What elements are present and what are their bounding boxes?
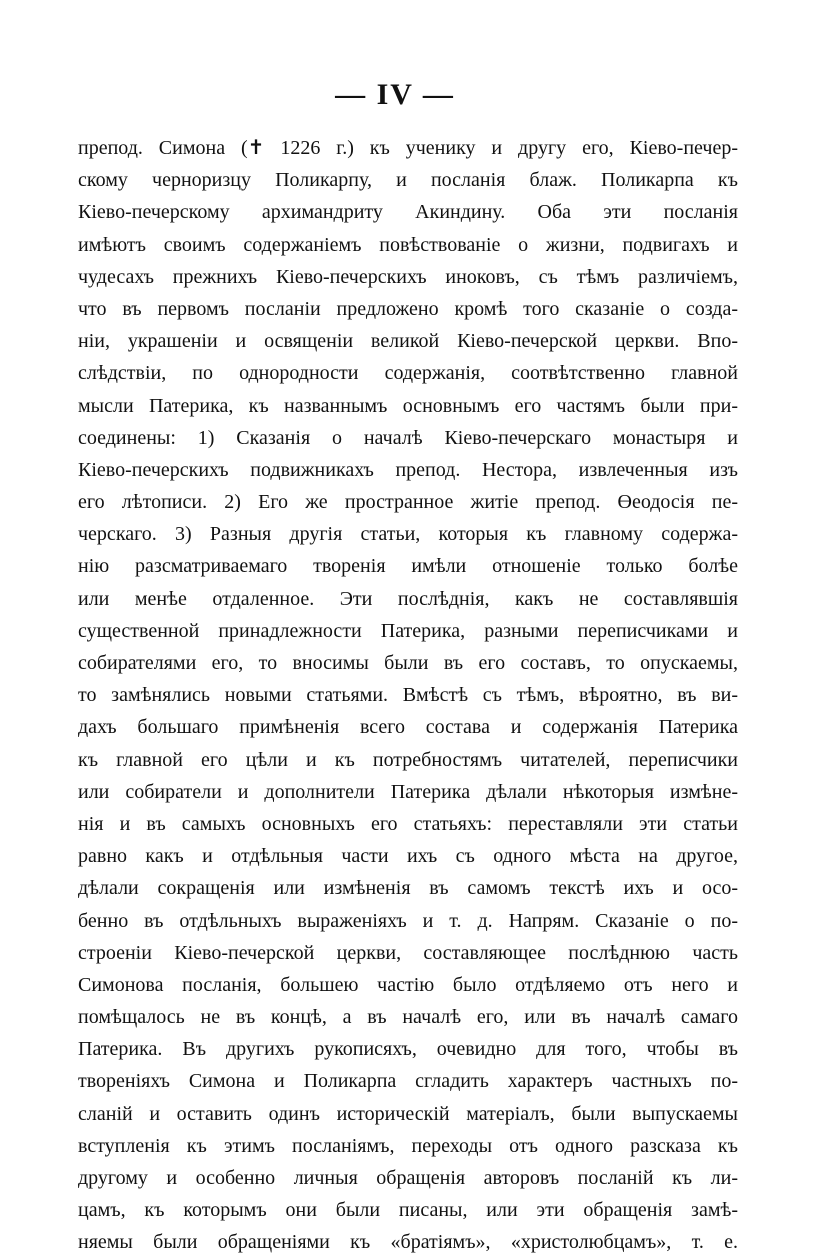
text-line: строеніи Кіево-печерской церкви, составляющее послѣднюю часть: [78, 941, 738, 964]
text-line: нію разсматриваемаго творенія имѣли отношеніе только болѣе: [78, 555, 738, 578]
page-number: — IV —: [335, 78, 455, 111]
text-line: его лѣтописи. 2) Его же пространное житіе препод. Өеодосія пе-: [78, 491, 738, 514]
text-line: слѣдствіи, по однородности содержанія, соотвѣтственно главной: [78, 362, 738, 385]
text-line: собирателями его, то вносимы были въ его составъ, то опускаемы,: [78, 652, 738, 674]
text-line: вступленія къ этимъ посланіямъ, переходы отъ одного разсказа къ: [78, 1134, 738, 1157]
text-line: равно какъ и отдѣльныя части ихъ съ одного мѣста на другое,: [78, 845, 738, 868]
text-line: дѣлали сокращенія или измѣненія въ самомъ текстѣ ихъ и осо-: [78, 877, 738, 900]
text-line: чудесахъ прежнихъ Кіево-печерскихъ иноковъ, съ тѣмъ различіемъ,: [78, 265, 738, 288]
text-line: твореніяхъ Симона и Поликарпа сгладить характеръ частныхъ по-: [78, 1070, 738, 1093]
text-line: мысли Патерика, къ названнымъ основнымъ его частямъ были при-: [78, 394, 738, 417]
text-line: къ главной его цѣли и къ потребностямъ читателей, переписчики: [78, 748, 738, 771]
text-line: или собиратели и дополнители Патерика дѣлали нѣкоторыя измѣне-: [78, 780, 738, 803]
text-line: цамъ, къ которымъ они были писаны, или эти обращенія замѣ-: [78, 1199, 738, 1222]
text-line: сланій и оставить одинъ историческій матеріалъ, были выпускаемы: [78, 1102, 738, 1125]
text-line: бенно въ отдѣльныхъ выраженіяхъ и т. д. Напрям. Сказаніе о по-: [78, 909, 738, 932]
text-line: скому черноризцу Поликарпу, и посланія блаж. Поликарпа къ: [78, 169, 738, 192]
text-line: ніи, украшеніи и освященіи великой Кіево-печерской церкви. Впо-: [78, 330, 738, 353]
text-line: или менѣе отдаленное. Эти послѣднія, какъ не составлявшія: [78, 587, 738, 610]
text-line: дахъ большаго примѣненія всего состава и содержанія Патерика: [78, 716, 738, 739]
text-line: соединены: 1) Сказанія о началѣ Кіево-печерскаго монастыря и: [78, 426, 738, 449]
text-line: Симонова посланія, большею частію было отдѣляемо отъ него и: [78, 973, 738, 996]
text-line: препод. Симона (✝ 1226 г.) къ ученику и другу его, Кіево-печер-: [78, 137, 738, 159]
text-line: черскаго. 3) Разныя другія статьи, которыя къ главному содержа-: [78, 523, 738, 546]
text-line: Кіево-печерскихъ подвижникахъ препод. Нестора, извлеченныя изъ: [78, 458, 738, 481]
text-line: то замѣнялись новыми статьями. Вмѣстѣ съ тѣмъ, вѣроятно, въ ви-: [78, 684, 738, 707]
text-line: Патерика. Въ другихъ рукописяхъ, очевидно для того, чтобы въ: [78, 1038, 738, 1061]
text-line: няемы были обращеніями къ «братіямъ», «христолюбцамъ», т. е.: [78, 1231, 738, 1254]
text-line: Кіево-печерскому архимандриту Акиндину. Оба эти посланія: [78, 201, 738, 224]
text-line: другому и особенно личныя обращенія авторовъ посланій къ ли-: [78, 1167, 738, 1189]
text-line: помѣщалось не въ концѣ, а въ началѣ его, или въ началѣ самаго: [78, 1006, 738, 1029]
text-line: существенной принадлежности Патерика, разными переписчиками и: [78, 619, 738, 642]
text-line: нія и въ самыхъ основныхъ его статьяхъ: переставляли эти статьи: [78, 812, 738, 835]
body-text: [78, 132, 738, 1259]
text-line: имѣютъ своимъ содержаніемъ повѣствованіе о жизни, подвигахъ и: [78, 233, 738, 256]
text-line: что въ первомъ посланіи предложено кромѣ того сказаніе о созда-: [78, 297, 738, 320]
